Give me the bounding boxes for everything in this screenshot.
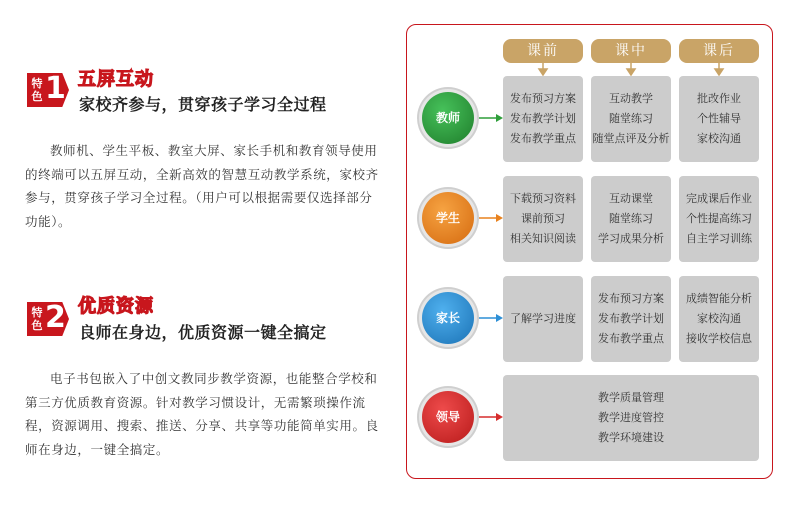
- badge-number: 2: [45, 300, 66, 335]
- cell-student-before: [503, 176, 583, 262]
- column-down-arrowhead: [627, 69, 635, 75]
- badge-label-top: 特: [31, 306, 43, 319]
- cell-item: 随堂练习: [609, 212, 653, 225]
- feature-title: 优质资源: [78, 296, 154, 317]
- cell-parent-during: [591, 276, 671, 362]
- cell-item: 教学环境建设: [598, 431, 664, 444]
- leader-arrowhead: [496, 413, 503, 421]
- paragraph-line: 程，资源调用、搜索、推送、分享、共享等功能简单实用。良: [25, 418, 379, 433]
- paragraph-line: 教师机、学生平板、教室大屏、家长手机和教育领导使用: [50, 143, 378, 158]
- cell-parent-before: [503, 276, 583, 362]
- cell-item: 完成课后作业: [686, 192, 752, 205]
- paragraph-line: 第三方优质教育资源。针对教学习惯设计，无需繁琐操作流: [25, 394, 366, 410]
- cell-item: 批改作业: [697, 92, 741, 105]
- cell-item: 下载预习资料: [510, 192, 576, 205]
- cell-item: 学习成果分析: [598, 232, 664, 245]
- cell-item: 发布预习方案: [598, 292, 664, 305]
- cell-item: 随堂练习: [609, 112, 653, 125]
- cell-item: 互动课堂: [609, 192, 653, 205]
- student-arrowhead: [496, 214, 503, 222]
- paragraph-line: 电子书包嵌入了中创文教同步教学资源，也能整合学校和: [50, 371, 378, 386]
- cell-item: 发布教学重点: [510, 132, 576, 145]
- teacher-arrowhead: [496, 114, 503, 122]
- paragraph-line: 的终端可以五屏互动，全新高效的智慧互动教学系统，家校齐: [25, 166, 379, 182]
- cell-teacher-before: [503, 76, 583, 162]
- cell-item: 随堂点评及分析: [592, 132, 670, 145]
- cell-item: 了解学习进度: [510, 312, 576, 325]
- cell-teacher-during: [591, 76, 671, 162]
- role-circle-parent: 家长: [422, 292, 474, 344]
- paragraph-line: 功能）。: [25, 213, 72, 229]
- badge-label-bottom: 色: [31, 90, 43, 103]
- paragraph-line: 参与，贯穿孩子学习全过程。（用户可以根据需要仅选择部分: [25, 190, 373, 205]
- cell-item: 相关知识阅读: [510, 232, 576, 245]
- cell-item: 发布预习方案: [510, 92, 576, 105]
- cell-parent-after: [679, 276, 759, 362]
- cell-student-during: [591, 176, 671, 262]
- badge-number: 1: [45, 71, 66, 106]
- cell-teacher-after: [679, 76, 759, 162]
- column-down-arrowhead: [539, 69, 547, 75]
- column-header-before-class: 课前: [503, 39, 583, 63]
- cell-item: 课前预习: [521, 212, 565, 225]
- column-header-in-class: 课中: [591, 39, 671, 63]
- badge-label-bottom: 色: [31, 319, 43, 332]
- cell-item: 家校沟通: [697, 132, 741, 145]
- column-down-arrowhead: [715, 69, 723, 75]
- role-circle-student: 学生: [422, 192, 474, 244]
- cell-item: 互动教学: [609, 92, 653, 105]
- badge-label-top: 特: [31, 77, 43, 90]
- cell-item: 成绩智能分析: [686, 292, 752, 305]
- role-circle-leader: 领导: [422, 391, 474, 443]
- cell-item: 发布教学重点: [598, 332, 664, 345]
- cell-student-after: [679, 176, 759, 262]
- cell-item: 发布教学计划: [598, 312, 664, 325]
- role-circle-teacher: 教师: [422, 92, 474, 144]
- cell-item: 个性辅导: [697, 112, 741, 125]
- cell-item: 教学进度管控: [598, 411, 664, 424]
- cell-item: 教学质量管理: [598, 391, 664, 404]
- cell-item: 发布教学计划: [510, 112, 576, 125]
- cell-item: 接收学校信息: [686, 332, 752, 345]
- column-header-after-class: 课后: [679, 39, 759, 63]
- feature-subtitle: 家校齐参与，贯穿孩子学习全过程: [79, 95, 327, 114]
- cell-item: 自主学习训练: [686, 232, 752, 245]
- feature-subtitle: 良师在身边，优质资源一键全搞定: [79, 323, 327, 342]
- feature-title: 五屏互动: [78, 69, 154, 90]
- parent-arrowhead: [496, 314, 503, 322]
- cell-leader-merged: [503, 375, 759, 461]
- cell-item: 家校沟通: [697, 312, 741, 325]
- paragraph-line: 师在身边，一键全搞定。: [25, 441, 170, 457]
- cell-item: 个性提高练习: [686, 212, 752, 225]
